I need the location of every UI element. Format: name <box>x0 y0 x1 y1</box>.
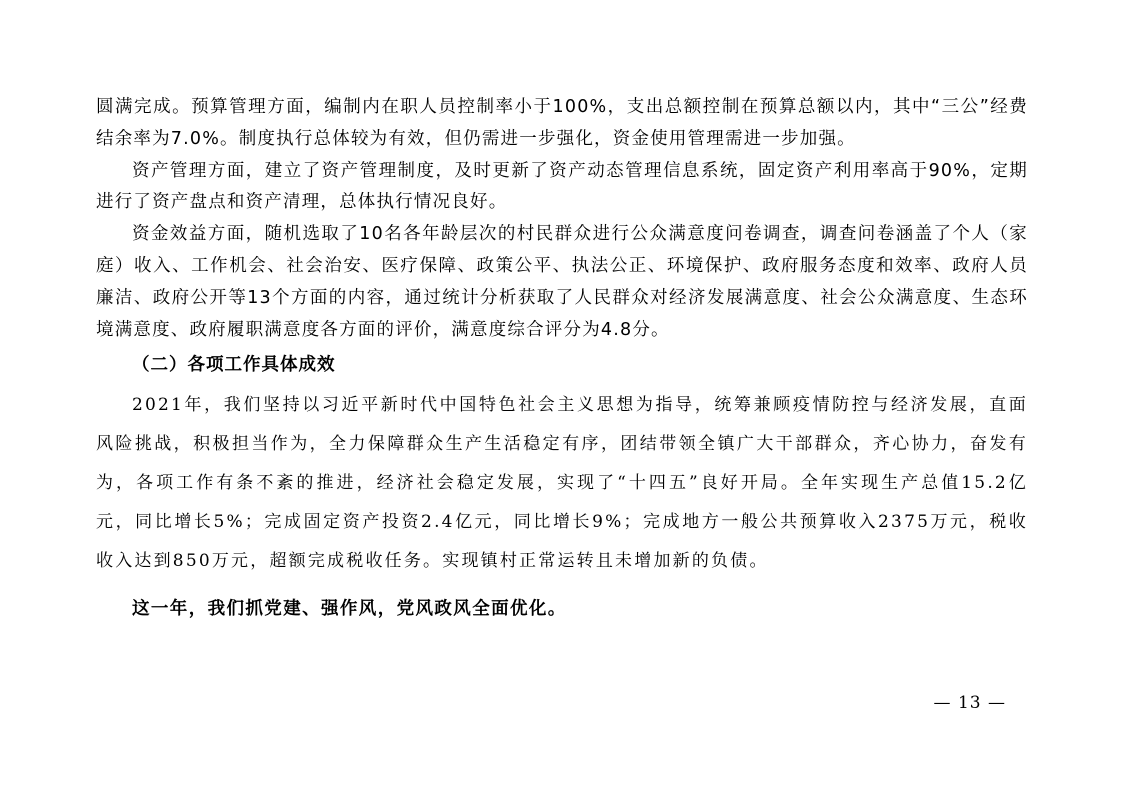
section-heading: （二）各项工作具体成效 <box>132 355 336 376</box>
paragraph-fund-benefit: 资金效益方面，随机选取了10名各年龄层次的村民群众进行公众满意度问卷调查，调查问卷涵盖了个人（家庭）收入、工作机会、社会治安、医疗保障、政策公平、执法公正、环境保护、政府服务态度和效率、政府人员廉洁、政府公开等13个方面的内容，通过统计分析获取了人民群众对经济发展满意度、社会公众满意度、生态环境满意度、政府履职满意度各方面的评价，满意度综合评分为4.8分。 <box>96 224 1028 340</box>
paragraph-work-results: 2021年，我们坚持以习近平新时代中国特色社会主义思想为指导，统筹兼顾疫情防控与经济发展，直面风险挑战，积极担当作为，全力保障群众生产生活稳定有序，团结带领全镇广大干部群众，齐心协力，奋发有为，各项工作有条不紊的推进，经济社会稳定发展，实现了“十四五”良好开局。全年实现生产总值15.2亿元，同比增长5%；完成固定资产投资2.4亿元，同比增长9%；完成地方一般公共预算收入2375万元，税收收入达到850万元，超额完成税收任务。实现镇村正常运转且未增加新的负债。 <box>96 395 1028 571</box>
document-body <box>96 92 1028 624</box>
page-number: — 13 — <box>933 693 1006 713</box>
paragraph-party-building: 这一年，我们抓党建、强作风，党风政风全面优化。 <box>132 599 567 620</box>
paragraph-asset-management: 资产管理方面，建立了资产管理制度，及时更新了资产动态管理信息系统，固定资产利用率高于90%，定期进行了资产盘点和资产清理，总体执行情况良好。 <box>96 160 1028 213</box>
paragraph-budget-management: 圆满完成。预算管理方面，编制内在职人员控制率小于100%，支出总额控制在预算总额以内，其中“三公”经费结余率为7.0%。制度执行总体较为有效，但仍需进一步强化，资金使用管理需进一步加强。 <box>96 97 1028 149</box>
